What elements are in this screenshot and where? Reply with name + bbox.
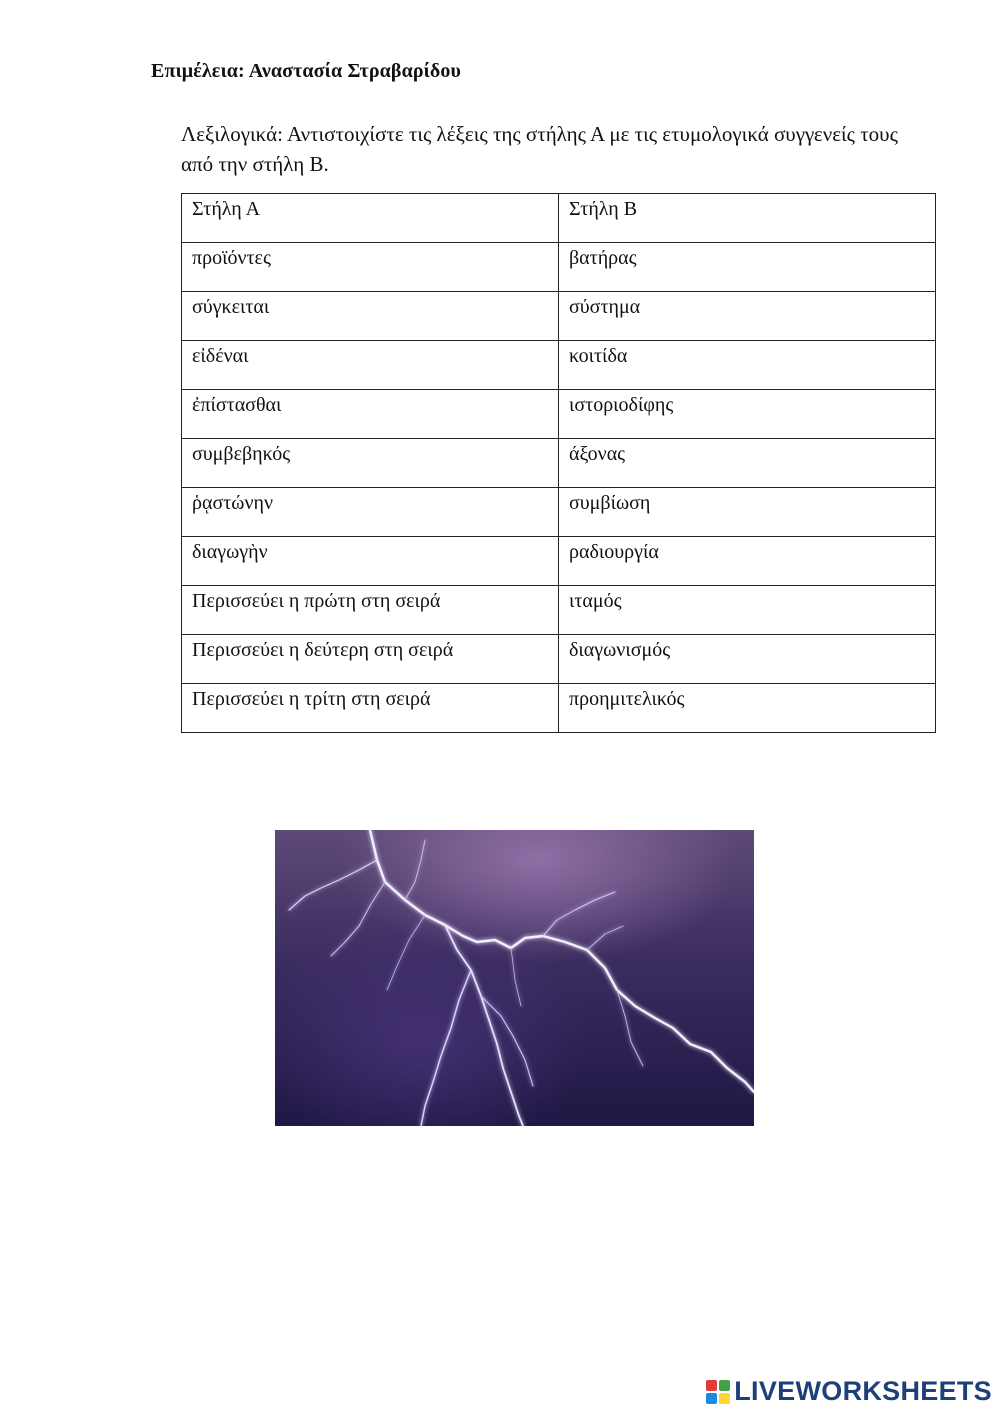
column-b-cell: συμβίωση — [559, 488, 936, 537]
column-b-cell: βατήρας — [559, 243, 936, 292]
column-a-header: Στήλη Α — [182, 194, 559, 243]
author-line: Επιμέλεια: Αναστασία Στραβαρίδου — [151, 60, 461, 82]
column-b-cell: κοιτίδα — [559, 341, 936, 390]
matching-table — [181, 193, 936, 733]
column-b-cell: άξονας — [559, 439, 936, 488]
column-a-cell: Περισσεύει η δεύτερη στη σειρά — [182, 635, 559, 684]
column-b-cell: προημιτελικός — [559, 684, 936, 733]
liveworksheets-wordmark: LIVEWORKSHEETS — [734, 1376, 992, 1406]
table-row — [182, 243, 936, 292]
column-a-cell: ἐπίστασθαι — [182, 390, 559, 439]
column-a-cell: συμβεβηκός — [182, 439, 559, 488]
liveworksheets-branding — [706, 1376, 992, 1407]
column-a-cell: Περισσεύει η πρώτη στη σειρά — [182, 586, 559, 635]
table-row — [182, 684, 936, 733]
column-a-cell: σύγκειται — [182, 292, 559, 341]
table-row — [182, 586, 936, 635]
table-row — [182, 439, 936, 488]
column-a-cell: διαγωγὴν — [182, 537, 559, 586]
column-b-header: Στήλη Β — [559, 194, 936, 243]
column-b-cell: διαγωνισμός — [559, 635, 936, 684]
column-b-cell: ιταμός — [559, 586, 936, 635]
lightning-icon — [275, 830, 754, 1126]
table-header-row — [182, 194, 936, 243]
table-row — [182, 635, 936, 684]
lightning-photo — [275, 830, 754, 1126]
table-row — [182, 292, 936, 341]
instructions-text: Λεξιλογικά: Αντιστοιχίστε τις λέξεις της στήλης Α με τις ετυμολογικά συγγενείς τους από την στήλη Β. — [181, 122, 898, 176]
column-b-cell: ιστοριοδίφης — [559, 390, 936, 439]
column-a-cell: ῥᾳστώνην — [182, 488, 559, 537]
column-a-cell: Περισσεύει η τρίτη στη σειρά — [182, 684, 559, 733]
column-a-cell: εἰδέναι — [182, 341, 559, 390]
column-b-cell: ραδιουργία — [559, 537, 936, 586]
table-row — [182, 488, 936, 537]
liveworksheets-logo-icon — [706, 1380, 730, 1404]
column-b-cell: σύστημα — [559, 292, 936, 341]
table-row — [182, 537, 936, 586]
table-row — [182, 341, 936, 390]
table-row — [182, 390, 936, 439]
column-a-cell: προϊόντες — [182, 243, 559, 292]
